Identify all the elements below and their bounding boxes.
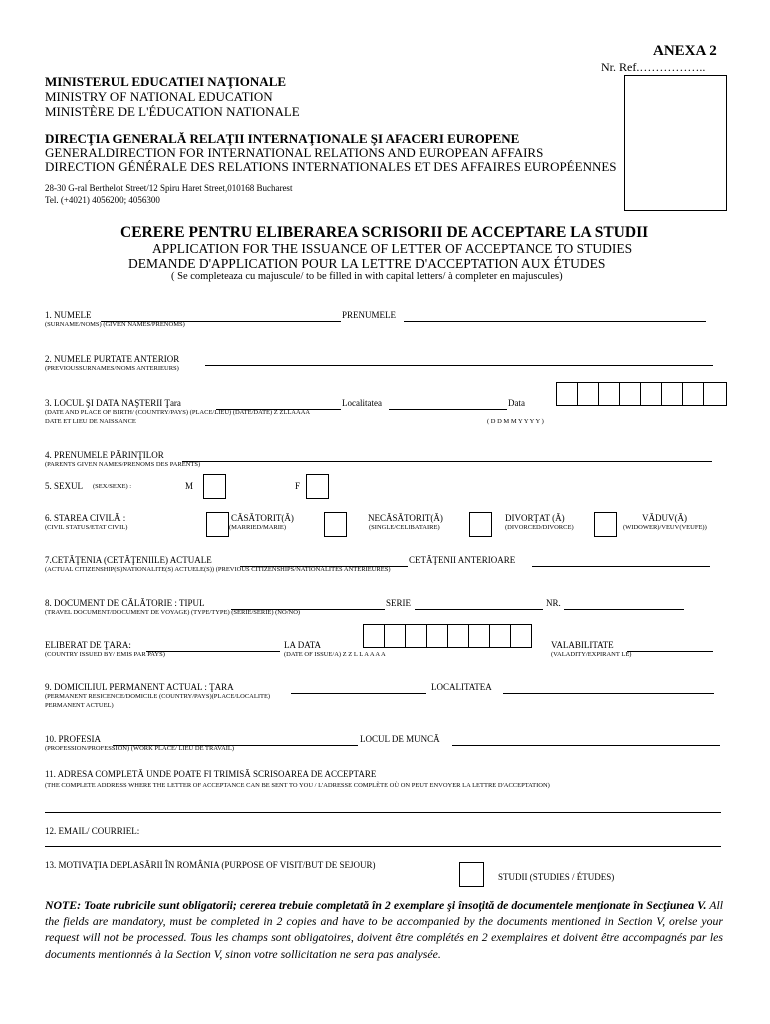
sex-subtitle: (SEX/SEXE) : [93,483,132,490]
ministry-en: MINISTRY OF NATIONAL EDUCATION [45,89,273,104]
validity-label: VALABILITATE [551,640,614,650]
title-ro: CERERE PENTRU ELIBERAREA SCRISORII DE ACCEPTARE LA STUDII [120,224,649,241]
direction-ro: DIRECŢIA GENERALĂ RELAŢII INTERNAŢIONALE ŞI AFACERI EUROPENE [45,131,520,146]
travel-doc-series-label: SERIE [386,598,412,608]
residence-country-input[interactable] [291,693,426,694]
birth-country-label: 3. LOCUL ŞI DATA NAŞTERII Ţara [45,398,181,408]
travel-doc-label: 8. DOCUMENT DE CĂLĂTORIE : TIPUL [45,598,205,608]
sex-m-label: M [185,481,194,491]
previous-citizenship-input[interactable] [532,566,710,567]
civil-status-subtitle: (CIVIL STATUS/ETAT CIVIL) [45,524,128,531]
address: 28-30 G-ral Berthelot Street/12 Spiru Haret Street,010168 Bucharest [45,183,293,193]
email-input[interactable] [45,846,721,847]
travel-doc-series-input[interactable] [415,609,543,610]
field-9-subtitle-1: (PERMANENT RESICENCE/DOMICILE (COUNTRY/PAYS)(PLACE/LOCALITE) [45,693,271,700]
field-9-subtitle-2: PERMANENT ACTUEL) [45,702,114,709]
widow-checkbox[interactable] [594,512,617,537]
field-8b-subtitle-1: (COUNTRY ISSUED BY/ EMIS PAR PAYS) [45,651,165,658]
field-3-subtitle: (DATE AND PLACE OF BIRTH/ (COUNTRY/PAYS) (PLACE/LIEU) (DATE/DATE) Z ZLLAAAA [45,409,311,416]
photo-box [624,75,727,211]
profession-label: 10. PROFESIA [45,734,102,744]
field-11-subtitle: (THE COMPLETE ADDRESS WHERE THE LETTER OF ACCEPTANCE CAN BE SENT TO YOU / L'ADRESSE COMPLÈTE OÙ ON PEUT ENVOYER LA LETTRE D'ACCEPTATION) [45,782,550,789]
email-label: 12. EMAIL/ COURRIEL: [45,826,140,836]
sex-label: 5. SEXUL [45,481,83,491]
ministry-ro: MINISTERUL EDUCATIEI NAŢIONALE [45,74,287,89]
previous-names-input[interactable] [205,365,713,366]
field-2-subtitle: (PREVIOUSSURNAMES/NOMS ANTERIEURS) [45,365,179,372]
married-checkbox[interactable] [206,512,229,537]
civil-status-label: 6. STAREA CIVILĂ : [45,513,126,523]
fill-instructions: ( Se completeaza cu majuscule/ to be filled in with capital letters/ à completer en majuscules) [171,271,563,282]
widow-subtitle: (WIDOWER)/VEUV(VEUFE)) [623,524,707,531]
field-8-subtitle: (TRAVEL DOCUMENT/DOCUMENT DE VOYAGE) (TYPE/TYPE) (SERIE/SERIE) (NO/NO) [45,609,301,616]
sex-m-checkbox[interactable] [203,474,226,499]
issue-date-label: LA DATA [284,640,322,650]
parents-names-input[interactable] [182,461,712,462]
birth-place-input[interactable] [389,409,507,410]
divorced-subtitle: (DIVORCED/DIVORCE) [505,524,574,531]
title-fr: DEMANDE D'APPLICATION POUR LA LETTRE D'ACCEPTATION AUX ÉTUDES [128,256,606,271]
single-subtitle: (SINGLE/CELIBATAIRE) [369,524,440,531]
acceptance-address-label: 11. ADRESA COMPLETĂ UNDE POATE FI TRIMISĂ SCRISOAREA DE ACCEPTARE [45,769,377,779]
travel-doc-number-input[interactable] [564,609,684,610]
single-label: NECĂSĂTORIT(Ă) [368,513,443,523]
note-translations: All the fields are mandatory, must be completed in 2 copies and have to be accompanied by the documents mentioned in Section V, orelse your request will not be processed. Tous les champs sont obligatoires, doivent être complétés en 2 exemplaires et doivent être accompagnés par les documents mentionnés à la Section V, sinon votre sollicitation ne sera pas analysée. [45,898,723,961]
travel-doc-number-label: NR. [546,598,561,608]
married-subtitle: (MARRIED/MARIE) [229,524,287,531]
residence-locality-input[interactable] [503,693,714,694]
previous-names-label: 2. NUMELE PURTATE ANTERIOR [45,354,180,364]
citizenship-label: 7.CETĂŢENIA (CETĂŢENIILE) ACTUALE [45,555,212,565]
divorced-checkbox[interactable] [469,512,492,537]
widow-label: VĂDUV(Ă) [642,513,687,523]
purpose-label: 13. MOTIVAŢIA DEPLASĂRII ÎN ROMÂNIA (PURPOSE OF VISIT/BUT DE SEJOUR) [45,860,376,870]
field-1-subtitle: (SURNAME/NOMS) (GIVEN NAMES/PRENOMS) [45,321,185,328]
note-romanian: NOTE: Toate rubricile sunt obligatorii; cererea trebuie completată în 2 exemplare şi însoţită de documentele menţionate în Secţiunea V. [45,898,707,912]
workplace-input[interactable] [452,745,720,746]
sex-f-checkbox[interactable] [306,474,329,499]
annex-label: ANEXA 2 [653,43,717,59]
field-8b-subtitle-3: (VALADITY/EXPIRANT LE) [551,651,632,658]
direction-fr: DIRECTION GÉNÉRALE DES RELATIONS INTERNATIONALES ET DES AFFAIRES EUROPÉENNES [45,159,617,174]
issued-by-input[interactable] [146,651,280,652]
residence-country-label: 9. DOMICILIUL PERMANENT ACTUAL : ŢARA [45,682,234,692]
single-checkbox[interactable] [324,512,347,537]
sex-f-label: F [295,481,301,491]
field-7-subtitle: (ACTUAL CITIZENSHIP(S)NATIONALITE(S) ACTUELE(S)) (PREVIOUS CITIZENSHIPS/NATIONALITES ANTERIEURES) [45,566,391,573]
married-label: CĂSĂTORIT(Ă) [231,513,294,523]
reference-number: Nr. Ref.…………….. [601,60,706,74]
birth-place-label: Localitatea [342,398,382,408]
title-en: APPLICATION FOR THE ISSUANCE OF LETTER OF ACCEPTANCE TO STUDIES [152,241,633,256]
validity-input[interactable] [627,651,713,652]
workplace-label: LOCUL DE MUNCĂ [360,734,440,744]
ministry-fr: MINISTÈRE DE L'ÉDUCATION NATIONALE [45,104,300,119]
divorced-label: DIVORŢAT (Ă) [505,513,565,523]
field-4-subtitle: (PARENTS GIVEN NAMES/PRENOMS DES PARENTS) [45,461,201,468]
mandatory-note [45,897,723,962]
given-names-label: PRENUMELE [342,310,396,320]
date-format-hint: ( D D M M Y Y Y Y ) [487,418,544,425]
field-10-subtitle: (PROFESSION/PROFESSION) (WORK PLACE/ LIEU DE TRAVAIL) [45,745,235,752]
given-names-input[interactable] [404,321,706,322]
surname-label: 1. NUMELE [45,310,92,320]
previous-citizenship-label: CETĂŢENII ANTERIOARE [409,555,516,565]
residence-locality-label: LOCALITATEA [431,682,492,692]
acceptance-address-input[interactable] [45,812,721,813]
issued-by-label: ELIBERAT DE ŢARA: [45,640,131,650]
parents-names-label: 4. PRENUMELE PĂRINŢILOR [45,450,164,460]
field-3-subtitle-2: DATE ET LIEU DE NAISSANCE [45,418,136,425]
field-8b-subtitle-2: (DATE OF ISSUE/A) Z Z L L A A A A [284,651,386,658]
birth-date-label: Data [508,398,525,408]
studies-option-label: STUDII (STUDIES / ÉTUDES) [498,872,615,882]
phone: Tel. (+4021) 4056200; 4056300 [45,195,160,205]
direction-en: GENERALDIRECTION FOR INTERNATIONAL RELATIONS AND EUROPEAN AFFAIRS [45,145,544,160]
studies-checkbox[interactable] [459,862,484,887]
